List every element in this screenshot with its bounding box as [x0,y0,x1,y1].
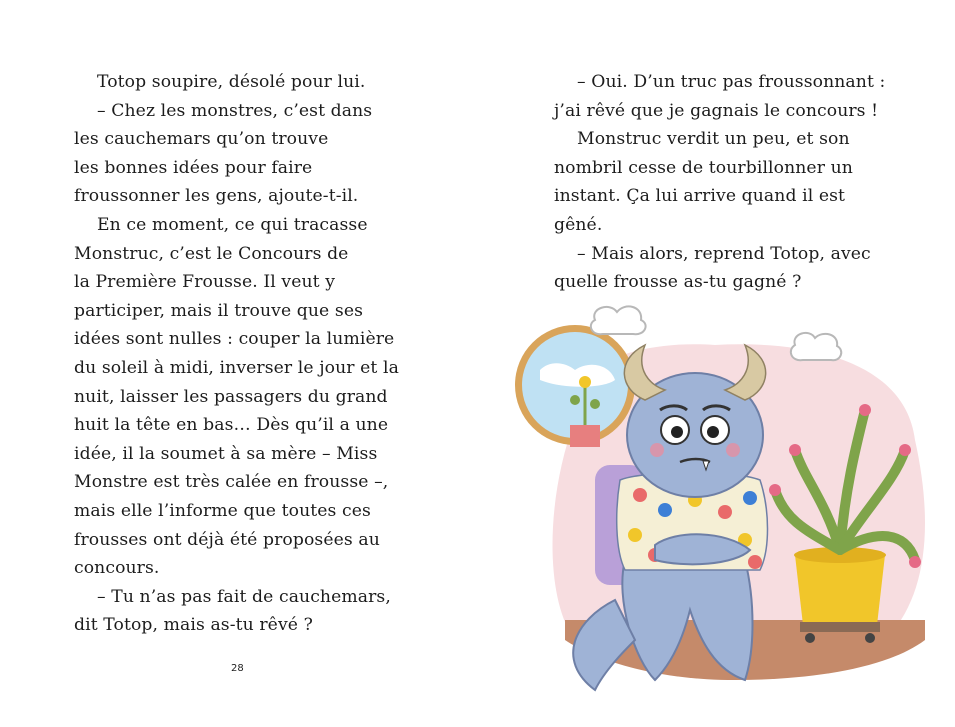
text-line: froussonner les gens, ajoute-t-il. [74,186,359,207]
left-page [74,68,494,640]
text-line: instant. Ça lui arrive quand il est [554,186,846,207]
text-line: – Oui. D’un truc pas froussonnant : [577,72,886,92]
text-line: les bonnes idées pour faire [74,157,313,178]
text-line: quelle frousse as-tu gagné ? [554,272,802,293]
right-page [554,68,934,297]
text-line: la Première Frousse. Il veut y [74,272,336,293]
text-line: gêné. [554,214,603,235]
text-line: En ce moment, ce qui tracasse [97,214,368,235]
text-line: – Chez les monstres, c’est dans [97,100,373,121]
text-line: mais elle l’informe que toutes ces [74,500,371,521]
text-line: participer, mais il trouve que ses [74,300,364,321]
text-line: Monstruc, c’est le Concours de [74,243,349,264]
text-line: huit la tête en bas… Dès qu’il a une [74,415,389,436]
text-line: – Mais alors, reprend Totop, avec [577,243,871,264]
text-line: concours. [74,558,160,579]
text-line: dit Totop, mais as-tu rêvé ? [74,615,313,636]
text-line: frousses ont déjà été proposées au [74,529,380,550]
text-line: Monstruc verdit un peu, et son [577,129,850,150]
plant-pot [794,547,886,643]
monster-illustration [505,300,945,720]
text-line: Totop soupire, désolé pour lui. [97,72,366,92]
text-line: – Tu n’as pas fait de cauchemars, [97,586,391,607]
text-line: j’ai rêvé que je gagnais le concours ! [554,100,879,121]
text-line: idées sont nulles : couper la lumière [74,329,395,350]
page-number: 28 [231,663,244,674]
text-line: les cauchemars qu’on trouve [74,129,329,150]
text-line: Monstre est très calée en frousse –, [74,472,389,493]
text-line: idée, il la soumet à sa mère – Miss [74,443,378,464]
text-line: nuit, laisser les passagers du grand [74,386,388,407]
text-line: du soleil à midi, inverser le jour et la [74,357,399,378]
text-line: nombril cesse de tourbillonner un [554,157,853,178]
